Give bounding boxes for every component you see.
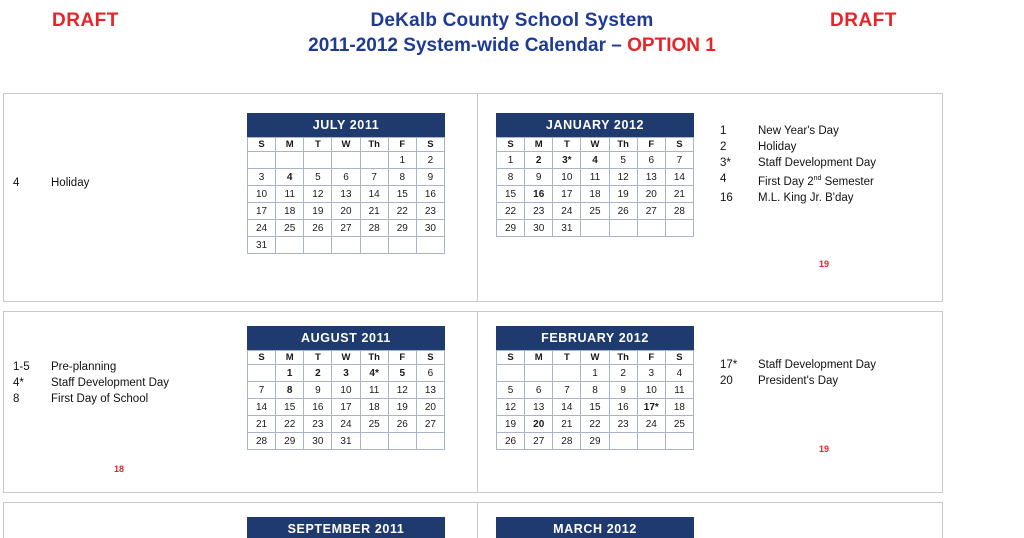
legend-value: New Year's Day (758, 125, 839, 137)
row-divider (477, 503, 478, 538)
weekday-header: S (497, 138, 525, 152)
calendar-day-cell: 30 (304, 433, 332, 450)
calendar-day-cell: 8 (581, 382, 609, 399)
calendar-day-cell: 22 (497, 203, 525, 220)
calendar-month-title: JULY 2011 (247, 113, 445, 137)
page-subtitle (0, 33, 1024, 58)
weekday-header: M (276, 351, 304, 365)
legend-value: Staff Development Day (51, 377, 170, 389)
weekday-header: S (665, 138, 693, 152)
calendar-day-empty (388, 433, 416, 450)
calendar-day-cell: 8 (276, 382, 304, 399)
calendar-day-cell: 11 (581, 169, 609, 186)
calendar-day-cell: 25 (665, 416, 693, 433)
days-count-august: 18 (114, 464, 125, 474)
legend-item (720, 171, 876, 190)
calendar-day-cell: 18 (360, 399, 388, 416)
calendar-month-title: AUGUST 2011 (247, 326, 445, 350)
calendar-day-cell: 10 (637, 382, 665, 399)
calendar-day-cell: 16 (609, 399, 637, 416)
calendar-day-cell: 1 (276, 365, 304, 382)
calendar-day-cell: 18 (276, 203, 304, 220)
calendar-day-cell: 24 (332, 416, 360, 433)
calendar-day-empty (609, 433, 637, 450)
calendar-week-row (248, 365, 445, 382)
weekday-header: M (276, 138, 304, 152)
calendar-day-empty (553, 365, 581, 382)
calendar-week-row (248, 152, 445, 169)
calendar-day-empty (637, 433, 665, 450)
calendar-day-cell: 10 (332, 382, 360, 399)
calendar-day-cell: 14 (665, 169, 693, 186)
calendar-day-cell: 3* (553, 152, 581, 169)
legend-key: 4 (720, 173, 727, 185)
calendar-day-empty (416, 237, 444, 254)
legend-item (720, 357, 876, 373)
calendar-day-cell: 25 (581, 203, 609, 220)
calendar-day-cell: 6 (525, 382, 553, 399)
legend-item (13, 375, 169, 391)
weekday-header: S (665, 351, 693, 365)
legend-january (720, 123, 876, 206)
calendar-february (496, 326, 694, 450)
legend-key: 1-5 (13, 361, 30, 373)
legend-value: First Day of School (51, 393, 149, 405)
calendar-month-title: SEPTEMBER 2011 (247, 517, 445, 538)
calendar-day-cell: 4* (360, 365, 388, 382)
subtitle-text: 2011-2012 System-wide Calendar – (308, 35, 628, 56)
weekday-header: T (553, 138, 581, 152)
calendar-day-cell: 2 (304, 365, 332, 382)
legend-value: Staff Development Day (758, 359, 877, 371)
weekday-header: S (416, 351, 444, 365)
legend-key: 20 (720, 375, 733, 387)
calendar-day-cell: 16 (304, 399, 332, 416)
legend-value: M.L. King Jr. B'day (758, 191, 854, 204)
calendar-day-cell: 8 (388, 169, 416, 186)
calendar-day-cell: 10 (248, 186, 276, 203)
legend-key: 2 (720, 141, 727, 153)
calendar-day-cell: 11 (665, 382, 693, 399)
legend-july (13, 175, 89, 191)
calendar-day-cell: 20 (332, 203, 360, 220)
calendar-week-row (497, 382, 694, 399)
calendar-day-cell: 6 (416, 365, 444, 382)
calendar-day-cell: 27 (525, 433, 553, 450)
calendar-week-row (248, 220, 445, 237)
weekday-header-row (248, 138, 445, 152)
calendar-day-cell: 14 (553, 399, 581, 416)
calendar-day-empty (637, 220, 665, 237)
weekday-header: F (637, 351, 665, 365)
legend-value: Holiday (758, 141, 797, 153)
calendar-grid (247, 350, 445, 450)
draft-watermark-right: DRAFT (830, 10, 897, 31)
legend-key: 17* (720, 359, 738, 371)
calendar-day-cell: 17 (332, 399, 360, 416)
draft-watermark-left: DRAFT (52, 10, 119, 31)
weekday-header: S (248, 138, 276, 152)
weekday-header: W (332, 351, 360, 365)
calendar-week-row (497, 186, 694, 203)
calendar-day-cell: 14 (248, 399, 276, 416)
calendar-day-cell: 30 (416, 220, 444, 237)
calendar-day-empty (416, 433, 444, 450)
calendar-day-cell: 28 (248, 433, 276, 450)
calendar-august (247, 326, 445, 450)
calendar-day-cell: 18 (581, 186, 609, 203)
calendar-day-cell: 5 (304, 169, 332, 186)
calendar-day-cell: 18 (665, 399, 693, 416)
calendar-body (497, 152, 694, 237)
calendar-week-row (248, 237, 445, 254)
calendar-day-cell: 26 (497, 433, 525, 450)
legend-item (13, 391, 169, 407)
calendar-day-cell: 22 (388, 203, 416, 220)
weekday-header: S (416, 138, 444, 152)
calendar-day-cell: 24 (553, 203, 581, 220)
calendar-day-cell: 2 (525, 152, 553, 169)
weekday-header: Th (360, 351, 388, 365)
calendar-day-cell: 13 (332, 186, 360, 203)
calendar-day-cell: 15 (276, 399, 304, 416)
calendar-week-row (248, 203, 445, 220)
calendar-day-empty (304, 237, 332, 254)
calendar-day-cell: 5 (609, 152, 637, 169)
calendar-day-empty (248, 152, 276, 169)
calendar-day-cell: 2 (416, 152, 444, 169)
calendar-day-cell: 16 (416, 186, 444, 203)
calendar-day-empty (388, 237, 416, 254)
calendar-body (248, 152, 445, 254)
legend-item (720, 373, 876, 389)
title-block (0, 8, 1024, 58)
calendar-body (497, 365, 694, 450)
weekday-header: T (304, 138, 332, 152)
legend-value: Staff Development Day (758, 157, 877, 169)
calendar-day-empty (276, 237, 304, 254)
legend-item (720, 190, 876, 206)
weekday-header-row (497, 138, 694, 152)
legend-item (720, 123, 876, 139)
calendar-day-cell: 4 (276, 169, 304, 186)
weekday-header: W (581, 351, 609, 365)
calendar-grid (496, 137, 694, 237)
calendar-day-cell: 19 (497, 416, 525, 433)
calendar-day-cell: 30 (525, 220, 553, 237)
calendar-day-cell: 28 (553, 433, 581, 450)
calendar-week-row (248, 382, 445, 399)
calendar-day-cell: 13 (416, 382, 444, 399)
calendar-day-empty (248, 365, 276, 382)
calendar-day-empty (276, 152, 304, 169)
calendar-day-cell: 19 (388, 399, 416, 416)
calendar-day-cell: 29 (276, 433, 304, 450)
calendar-day-cell: 31 (332, 433, 360, 450)
calendar-day-cell: 5 (388, 365, 416, 382)
calendar-day-cell: 11 (360, 382, 388, 399)
legend-item (13, 359, 169, 375)
legend-key: 4* (13, 377, 24, 389)
calendar-day-cell: 12 (304, 186, 332, 203)
calendar-day-cell: 23 (416, 203, 444, 220)
calendar-grid (496, 350, 694, 450)
calendar-day-cell: 26 (304, 220, 332, 237)
calendar-day-cell: 4 (665, 365, 693, 382)
calendar-september (247, 517, 445, 538)
calendar-july (247, 113, 445, 254)
calendar-day-cell: 15 (497, 186, 525, 203)
calendar-day-empty (665, 433, 693, 450)
legend-key: 3* (720, 157, 731, 169)
calendar-day-cell: 13 (525, 399, 553, 416)
calendar-day-cell: 24 (637, 416, 665, 433)
calendar-day-cell: 4 (581, 152, 609, 169)
calendar-day-cell: 23 (609, 416, 637, 433)
calendar-row-3 (3, 502, 943, 538)
calendar-day-empty (360, 433, 388, 450)
calendar-grid (247, 137, 445, 254)
calendar-day-cell: 21 (248, 416, 276, 433)
legend-key: 16 (720, 191, 733, 204)
calendar-month-title: MARCH 2012 (496, 517, 694, 538)
calendar-day-cell: 28 (665, 203, 693, 220)
weekday-header: F (388, 351, 416, 365)
calendar-day-cell: 17 (553, 186, 581, 203)
legend-february (720, 357, 876, 389)
calendar-day-cell: 27 (637, 203, 665, 220)
calendar-day-cell: 22 (276, 416, 304, 433)
calendar-day-cell: 6 (332, 169, 360, 186)
calendar-day-cell: 25 (276, 220, 304, 237)
calendar-day-cell: 2 (609, 365, 637, 382)
calendar-day-cell: 29 (497, 220, 525, 237)
calendar-day-cell: 28 (360, 220, 388, 237)
calendar-month-title: JANUARY 2012 (496, 113, 694, 137)
calendar-day-cell: 12 (388, 382, 416, 399)
calendar-day-cell: 7 (360, 169, 388, 186)
calendar-day-empty (581, 220, 609, 237)
calendar-day-cell: 16 (525, 186, 553, 203)
calendar-day-cell: 29 (388, 220, 416, 237)
calendar-day-cell: 26 (609, 203, 637, 220)
calendar-day-cell: 1 (497, 152, 525, 169)
calendar-week-row (248, 416, 445, 433)
calendar-day-cell: 12 (609, 169, 637, 186)
calendar-day-cell: 26 (388, 416, 416, 433)
calendar-day-empty (304, 152, 332, 169)
calendar-week-row (497, 365, 694, 382)
calendar-week-row (497, 433, 694, 450)
legend-item (720, 155, 876, 171)
calendar-day-cell: 8 (497, 169, 525, 186)
legend-key: 1 (720, 125, 727, 137)
calendar-day-empty (360, 237, 388, 254)
calendar-day-cell: 21 (665, 186, 693, 203)
calendar-day-cell: 27 (332, 220, 360, 237)
calendar-day-cell: 31 (553, 220, 581, 237)
weekday-header: S (497, 351, 525, 365)
calendar-day-cell: 20 (416, 399, 444, 416)
days-count-january: 19 (819, 259, 830, 269)
calendar-day-cell: 14 (360, 186, 388, 203)
calendar-day-cell: 21 (360, 203, 388, 220)
calendar-day-empty (497, 365, 525, 382)
weekday-header: S (248, 351, 276, 365)
weekday-header: M (525, 351, 553, 365)
calendar-week-row (248, 169, 445, 186)
calendar-body (248, 365, 445, 450)
weekday-header: Th (609, 138, 637, 152)
legend-item (13, 175, 89, 191)
legend-item (720, 139, 876, 155)
days-count-february: 19 (819, 444, 830, 454)
calendar-day-cell: 17 (248, 203, 276, 220)
calendar-week-row (248, 399, 445, 416)
calendar-row-2 (3, 311, 943, 493)
calendar-week-row (497, 203, 694, 220)
row-divider (477, 94, 478, 301)
weekday-header: W (332, 138, 360, 152)
calendar-day-cell: 13 (637, 169, 665, 186)
calendar-day-cell: 21 (553, 416, 581, 433)
calendar-day-cell: 3 (637, 365, 665, 382)
calendar-month-title: FEBRUARY 2012 (496, 326, 694, 350)
calendar-day-cell: 7 (553, 382, 581, 399)
calendar-week-row (248, 433, 445, 450)
calendar-day-cell: 7 (248, 382, 276, 399)
calendar-day-cell: 27 (416, 416, 444, 433)
calendar-day-empty (665, 220, 693, 237)
weekday-header: F (388, 138, 416, 152)
calendar-day-cell: 23 (304, 416, 332, 433)
calendar-day-cell: 20 (525, 416, 553, 433)
page-title: DeKalb County School System (370, 10, 654, 31)
calendar-day-cell: 9 (609, 382, 637, 399)
legend-key: 4 (13, 177, 20, 189)
calendar-week-row (497, 169, 694, 186)
calendar-day-empty (525, 365, 553, 382)
calendar-day-cell: 31 (248, 237, 276, 254)
calendar-day-cell: 12 (497, 399, 525, 416)
legend-value: Holiday (51, 177, 90, 189)
weekday-header-row (248, 351, 445, 365)
weekday-header: T (304, 351, 332, 365)
calendar-day-cell: 9 (416, 169, 444, 186)
calendar-day-cell: 10 (553, 169, 581, 186)
calendar-day-cell: 9 (525, 169, 553, 186)
legend-august (13, 359, 169, 407)
calendar-day-cell: 23 (525, 203, 553, 220)
option-label: OPTION 1 (627, 35, 716, 56)
weekday-header: M (525, 138, 553, 152)
calendar-day-cell: 1 (388, 152, 416, 169)
page-header (0, 0, 1024, 86)
calendar-day-cell: 3 (248, 169, 276, 186)
weekday-header: Th (360, 138, 388, 152)
calendar-day-cell: 25 (360, 416, 388, 433)
calendar-day-cell: 19 (304, 203, 332, 220)
calendar-day-cell: 9 (304, 382, 332, 399)
calendar-day-empty (332, 237, 360, 254)
calendar-day-cell: 11 (276, 186, 304, 203)
calendar-row-1 (3, 93, 943, 302)
calendar-day-cell: 7 (665, 152, 693, 169)
calendar-week-row (497, 220, 694, 237)
calendar-day-cell: 1 (581, 365, 609, 382)
calendar-day-cell: 15 (581, 399, 609, 416)
calendar-day-cell: 5 (497, 382, 525, 399)
calendar-day-cell: 22 (581, 416, 609, 433)
calendar-week-row (248, 186, 445, 203)
calendar-week-row (497, 399, 694, 416)
calendar-day-empty (332, 152, 360, 169)
weekday-header: T (553, 351, 581, 365)
calendar-day-empty (360, 152, 388, 169)
calendar-january (496, 113, 694, 237)
row-divider (477, 312, 478, 492)
calendar-day-cell: 6 (637, 152, 665, 169)
calendar-week-row (497, 152, 694, 169)
calendar-day-cell: 3 (332, 365, 360, 382)
calendar-day-cell: 19 (609, 186, 637, 203)
calendar-day-cell: 24 (248, 220, 276, 237)
legend-key: 8 (13, 393, 20, 405)
calendar-day-empty (609, 220, 637, 237)
calendar-week-row (497, 416, 694, 433)
legend-value: First Day 2nd Semester (758, 175, 874, 188)
calendar-day-cell: 15 (388, 186, 416, 203)
weekday-header: W (581, 138, 609, 152)
weekday-header-row (497, 351, 694, 365)
calendar-march (496, 517, 694, 538)
calendar-day-cell: 17* (637, 399, 665, 416)
weekday-header: Th (609, 351, 637, 365)
calendar-day-cell: 29 (581, 433, 609, 450)
weekday-header: F (637, 138, 665, 152)
calendar-day-cell: 20 (637, 186, 665, 203)
legend-value: President's Day (758, 375, 839, 387)
legend-value: Pre-planning (51, 361, 117, 373)
